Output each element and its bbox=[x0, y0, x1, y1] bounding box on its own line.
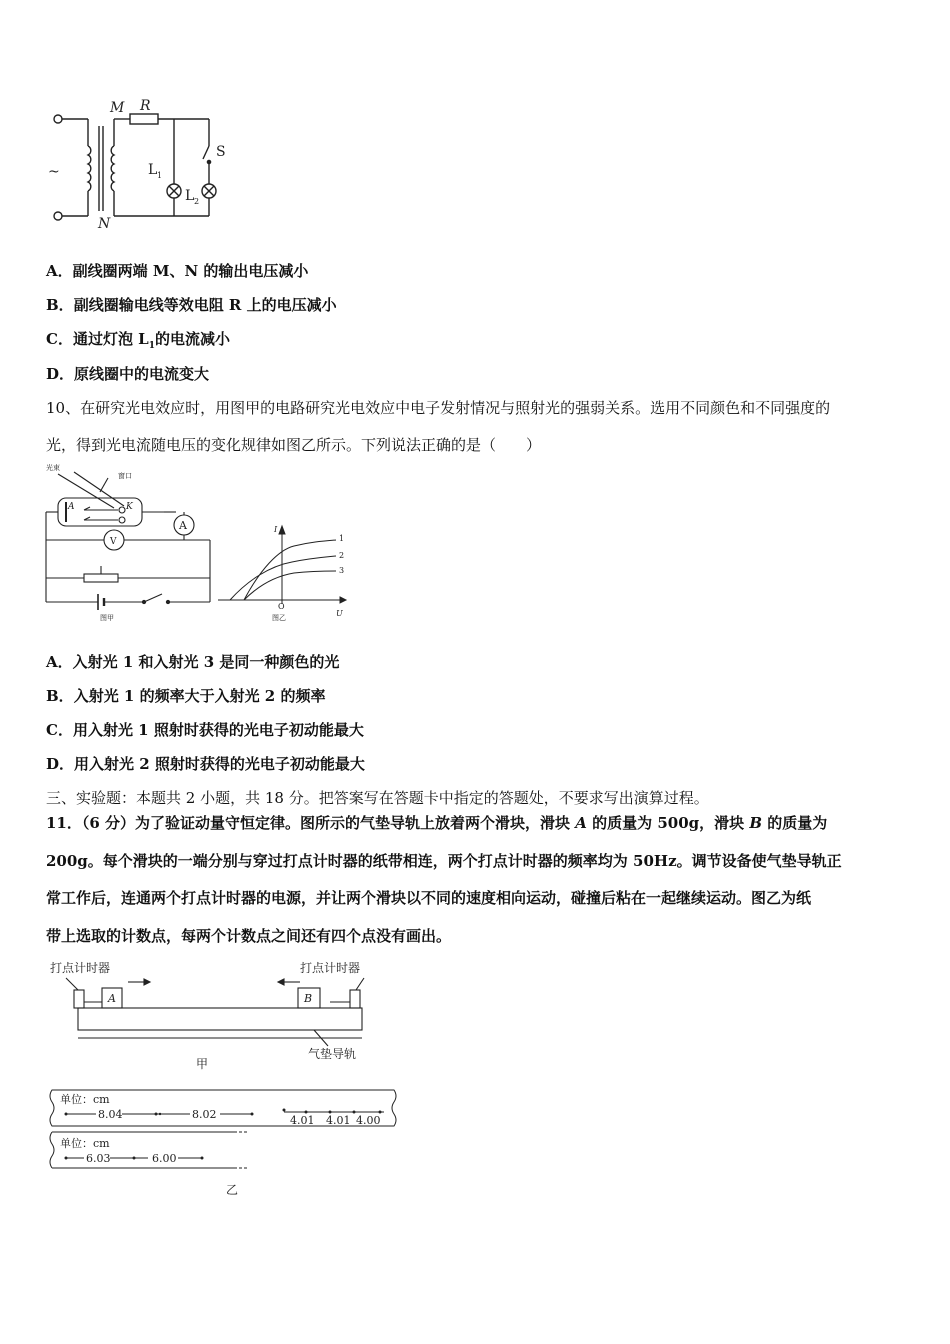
rail-label: 气垫导轨 bbox=[308, 1047, 357, 1061]
q10-stem-line2: 光，得到光电流随电压的变化规律如图乙所示。下列说法正确的是（ ） bbox=[46, 436, 542, 454]
tape1-value-2: 8.02 bbox=[192, 1108, 217, 1121]
label-s: S bbox=[216, 144, 226, 160]
label-m: M bbox=[110, 100, 125, 116]
origin-label: O bbox=[278, 602, 285, 611]
x-axis-label: U bbox=[336, 609, 343, 618]
fig-yi-caption-q11: 乙 bbox=[226, 1183, 239, 1197]
q10-option-a: A．入射光 1 和入射光 3 是同一种颜色的光 bbox=[46, 653, 340, 671]
tape1-value-1: 8.04 bbox=[98, 1108, 123, 1121]
q10-option-b: B．入射光 1 的频率大于入射光 2 的频率 bbox=[46, 687, 326, 705]
block-b-label: B bbox=[304, 992, 313, 1005]
q11-stem-line1: 11．（6 分）为了验证动量守恒定律。图所示的气垫导轨上放着两个滑块，滑块 A 的质量为 500g，滑块 B 的质量为 bbox=[46, 814, 828, 832]
q11-stem-line2: 200g。每个滑块的一端分别与穿过打点计时器的纸带相连，两个打点计时器的频率均为 50Hz。调节设备使气垫导轨正 bbox=[46, 852, 842, 870]
label-l2: L bbox=[185, 188, 195, 204]
cathode-label: K bbox=[126, 502, 133, 512]
photoelectric-circuit-figure bbox=[44, 462, 214, 622]
label-r: R bbox=[140, 98, 151, 114]
tape1-value-3: 4.01 bbox=[290, 1114, 315, 1127]
anode-label: A bbox=[68, 502, 75, 512]
tape2-unit: 单位：cm bbox=[60, 1137, 110, 1150]
q9-option-c: C．通过灯泡 $L_1$的电流减小 bbox=[46, 330, 231, 351]
tape2-value-1: 6.03 bbox=[86, 1152, 111, 1165]
section3-heading: 三、实验题：本题共 2 小题，共 18 分。把答案写在答题卡中指定的答题处，不要求写出演算过程。 bbox=[46, 789, 709, 807]
light-label: 光束 bbox=[46, 464, 60, 472]
voltmeter-label: V bbox=[110, 537, 117, 547]
q9-option-b: B．副线圈输电线等效电阻 R 上的电压减小 bbox=[46, 296, 337, 314]
tape1-value-5: 4.00 bbox=[356, 1114, 381, 1127]
label-ac: ~ bbox=[48, 164, 60, 180]
label-l2-sub: 2 bbox=[194, 197, 200, 206]
iu-curve-figure bbox=[214, 520, 354, 624]
label-n: N bbox=[98, 216, 111, 230]
fig-jia-caption-q11: 甲 bbox=[196, 1057, 209, 1071]
timer-left-label: 打点计时器 bbox=[50, 961, 111, 975]
q10-option-d: D．用入射光 2 照射时获得的光电子初动能最大 bbox=[46, 755, 365, 773]
q11-stem-line4: 带上选取的计数点，每两个计数点之间还有四个点没有画出。 bbox=[46, 927, 452, 945]
curve-3-label: 3 bbox=[339, 566, 345, 575]
timer-right-label: 打点计时器 bbox=[300, 961, 361, 975]
block-a-label: A bbox=[108, 992, 116, 1005]
fig-yi-caption: 图乙 bbox=[272, 614, 286, 622]
ammeter-label: A bbox=[179, 519, 187, 532]
tape1-value-4: 4.01 bbox=[326, 1114, 351, 1127]
tape1-unit: 单位：cm bbox=[60, 1093, 110, 1106]
q9-option-d: D．原线圈中的电流变大 bbox=[46, 365, 210, 383]
curve-2-label: 2 bbox=[339, 551, 345, 560]
label-l1-sub: 1 bbox=[157, 171, 163, 180]
window-label: 窗口 bbox=[118, 472, 132, 480]
fig-jia-caption: 图甲 bbox=[100, 614, 114, 622]
q10-option-c: C．用入射光 1 照射时获得的光电子初动能最大 bbox=[46, 721, 364, 739]
paper-tape-figure bbox=[44, 1084, 404, 1204]
label-l1: L bbox=[148, 162, 158, 178]
tape2-value-2: 6.00 bbox=[152, 1152, 177, 1165]
q11-stem-line3: 常工作后，连通两个打点计时器的电源，并让两个滑块以不同的速度相向运动，碰撞后粘在一起继续运动。图乙为纸 bbox=[46, 889, 812, 907]
y-axis-label: I bbox=[274, 525, 278, 534]
curve-1-label: 1 bbox=[339, 534, 345, 543]
q9-option-a: A．副线圈两端 M、N 的输出电压减小 bbox=[46, 262, 309, 280]
q10-stem-line1: 10、在研究光电效应时，用图甲的电路研究光电效应中电子发射情况与照射光的强弱关系。选用不同颜色和不同强度的 bbox=[46, 399, 831, 417]
air-track-figure bbox=[44, 956, 384, 1076]
transformer-circuit-figure bbox=[44, 96, 234, 230]
